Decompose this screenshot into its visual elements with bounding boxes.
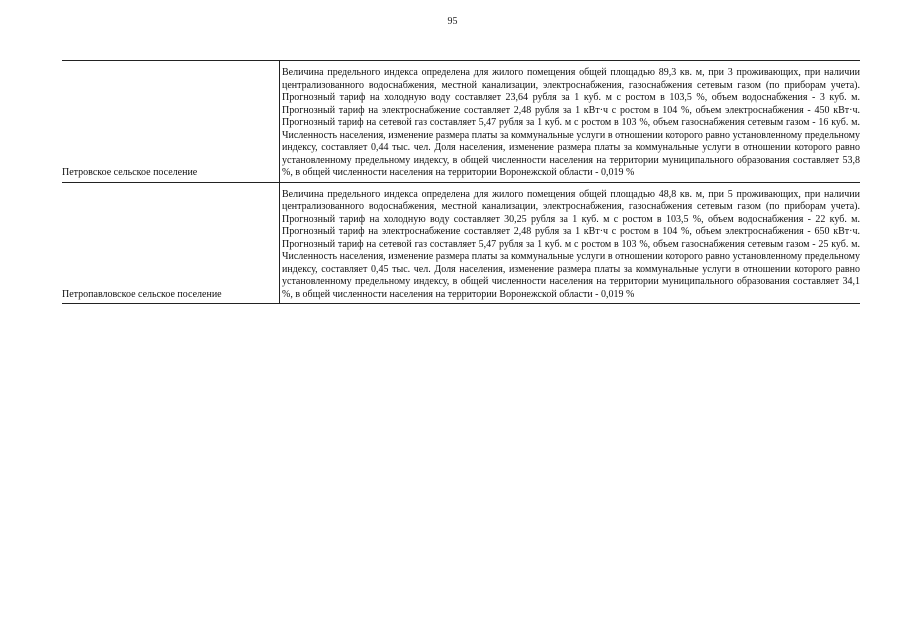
page-number: 95 [447,16,458,27]
settlement-description: Величина предельного индекса определена для жилого помещения общей площадью 48,8 кв. м, при 5 проживающих, при наличии централизованного водоснабжения, местной канализации, электроснабжения, газоснабжения сетевым газом (по приборам учета). Прогнозный тариф на холодную воду составляет 30,25 рубля за 1 куб. м с ростом в 103,5 %, объем водоснабжения - 22 куб. м. Прогнозный тариф на электроснабжение составляет 2,48 рубля за 1 кВт·ч с ростом в 104 %, объем электроснабжения - 650 кВт·ч. Прогнозный тариф на сетевой газ составляет 5,47 рубля за 1 куб. м с ростом в 103 %, объем газоснабжения сетевым газом - 25 куб. м. Численность населения, изменение размера платы за коммунальные услуги в отношении которого равно установленному предельному индексу, составляет 0,45 тыс. чел. Доля населения, изменение размера платы за коммунальные услуги в отношении которого равно установленному предельному индексу, в общей численности населения на территории муниципального образования составляет 34,1 %, в общей численности населения на территории Воронежской области - 0,019 % [282,188,860,300]
table-row [62,61,860,183]
description-cell [280,61,861,183]
settlement-name: Петровское сельское поселение [62,167,198,178]
settlement-name: Петропавловское сельское поселение [62,288,222,300]
settlements-table [62,60,860,304]
description-cell [280,182,861,304]
settlement-name-cell [62,61,280,183]
settlement-description: Величина предельного индекса определена для жилого помещения общей площадью 89,3 кв. м, при 3 проживающих, при наличии централизованного водоснабжения, местной канализации, электроснабжения, газоснабжения сетевым газом (по приборам учета). Прогнозный тариф на холодную воду составляет 23,64 рубля за 1 куб. м с ростом в 103,5 %, объем водоснабжения - 3 куб. м. Прогнозный тариф на электроснабжение составляет 2,48 рубля за 1 кВт·ч с ростом в 104 %, объем электроснабжения - 450 кВт·ч. Прогнозный тариф на сетевой газ составляет 5,47 рубля за 1 куб. м с ростом в 103 %, объем газоснабжения сетевым газом - 16 куб. м. Численность населения, изменение размера платы за коммунальные услуги в отношении которого равно установленному предельному индексу, составляет 0,44 тыс. чел. Доля населения, изменение размера платы за коммунальные услуги в отношении которого равно установленному предельному индексу, в общей численности населения на территории муниципального образования составляет 53,8 %, в общей численности населения на территории Воронежской области - 0,019 % [282,67,860,178]
settlement-name-cell [62,182,280,304]
table-row [62,182,860,304]
